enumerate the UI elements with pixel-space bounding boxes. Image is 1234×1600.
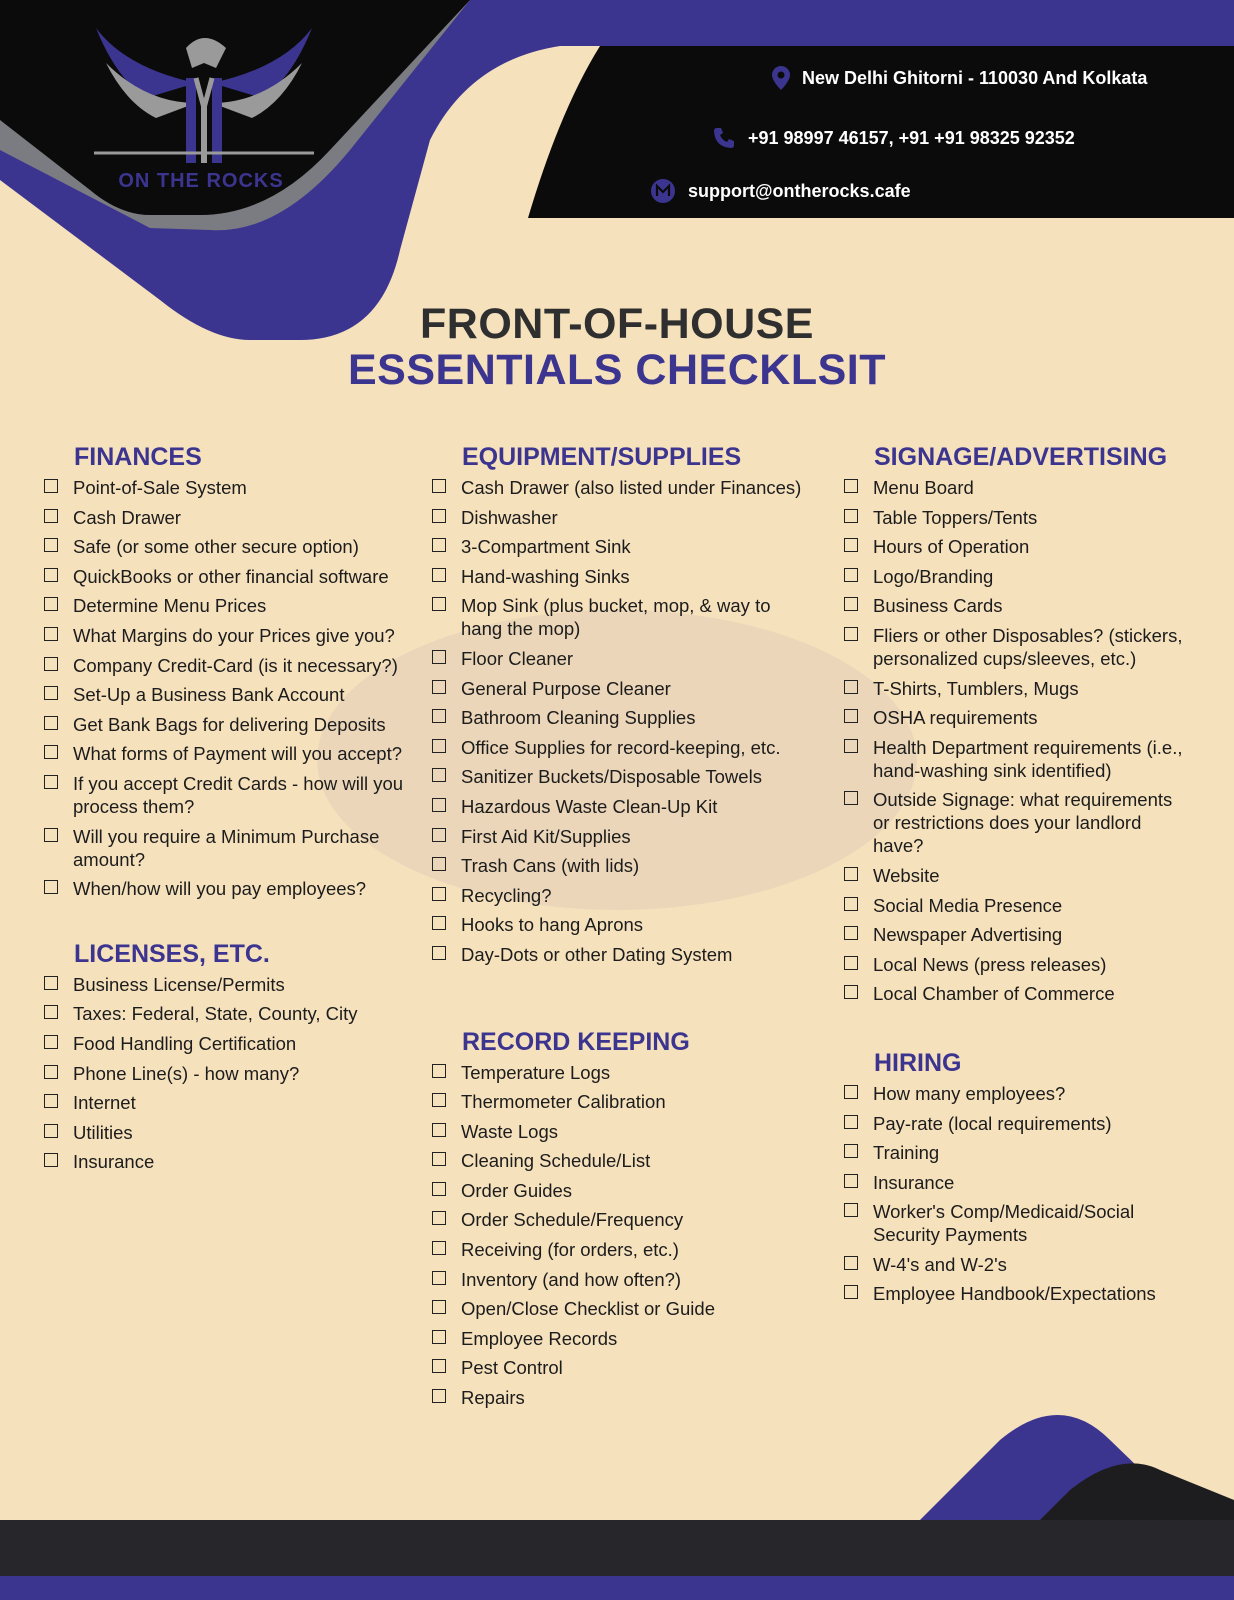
checklist-item — [42, 1150, 412, 1173]
checklist-item-label: Outside Signage: what requirements or restrictions does your landlord have? — [873, 789, 1173, 857]
checkbox[interactable] — [432, 768, 446, 782]
checklist-item — [42, 1091, 412, 1114]
checkbox[interactable] — [44, 976, 58, 990]
checkbox[interactable] — [44, 745, 58, 759]
checklist-item-label: What forms of Payment will you accept? — [73, 743, 403, 765]
checklist-item — [430, 825, 810, 848]
checklist-item — [42, 506, 412, 529]
checklist-item — [42, 825, 412, 871]
checkbox[interactable] — [432, 828, 446, 842]
checkbox[interactable] — [844, 709, 858, 723]
checkbox[interactable] — [44, 1094, 58, 1108]
checklist-item-label: Safe (or some other secure option) — [73, 536, 359, 558]
checkbox[interactable] — [44, 657, 58, 671]
checklist-item-label: Food Handling Certification — [73, 1032, 297, 1054]
checklist-item-label: Local News (press releases) — [873, 953, 1107, 975]
checklist-item — [42, 1032, 412, 1055]
column-right — [842, 440, 1187, 1312]
checkbox[interactable] — [432, 597, 446, 611]
checklist-item-label: Trash Cans (with lids) — [461, 855, 640, 877]
checklist-item-label: Utilities — [73, 1121, 133, 1143]
checkbox[interactable] — [432, 1123, 446, 1137]
checkbox[interactable] — [844, 1085, 858, 1099]
checklist-item — [42, 1002, 412, 1025]
checklist-item-label: Pest Control — [461, 1357, 563, 1379]
checkbox[interactable] — [844, 1174, 858, 1188]
checkbox[interactable] — [844, 1115, 858, 1129]
checklist-item — [842, 982, 1187, 1005]
checklist-item — [42, 594, 412, 617]
checklist-item-label: Waste Logs — [461, 1120, 558, 1142]
checklist-record-keeping — [430, 1061, 810, 1410]
checklist-item-label: Recycling? — [461, 884, 552, 906]
checklist-item-label: Point-of-Sale System — [73, 477, 247, 498]
checklist-item — [430, 765, 810, 788]
checklist-item — [430, 706, 810, 729]
checklist-finances — [42, 476, 412, 900]
checklist-item-label: Local Chamber of Commerce — [873, 983, 1115, 1005]
checklist-item-label: Cleaning Schedule/List — [461, 1150, 651, 1172]
phone-icon — [712, 126, 736, 150]
checklist-item-label: Hand-washing Sinks — [461, 565, 630, 587]
checklist-item — [842, 1282, 1187, 1305]
checklist-item — [430, 1297, 810, 1320]
checkbox[interactable] — [844, 739, 858, 753]
checkbox[interactable] — [432, 798, 446, 812]
checkbox[interactable] — [844, 1203, 858, 1217]
checklist-item-label: Mop Sink (plus bucket, mop, & way to hang the mop) — [461, 595, 771, 640]
checklist-item-label: What Margins do your Prices give you? — [73, 624, 395, 646]
checklist-item — [842, 624, 1187, 670]
checkbox[interactable] — [844, 956, 858, 970]
section-title-record-keeping: RECORD KEEPING — [462, 1027, 690, 1056]
checklist-item-label: Floor Cleaner — [461, 647, 574, 669]
checklist-item — [42, 973, 412, 996]
checklist-item-label: Business License/Permits — [73, 973, 285, 995]
checklist-item-label: Phone Line(s) - how many? — [73, 1062, 300, 1084]
checkbox[interactable] — [44, 479, 58, 493]
checklist-item — [430, 476, 810, 499]
checklist-item-label: Order Guides — [461, 1179, 573, 1201]
checklist-item — [42, 772, 412, 818]
checklist-item-label: Sanitizer Buckets/Disposable Towels — [461, 766, 762, 788]
checklist-item — [430, 1090, 810, 1113]
checklist-item — [430, 854, 810, 877]
checklist-item — [430, 565, 810, 588]
checklist-item — [842, 923, 1187, 946]
contact-address — [772, 66, 1147, 90]
checklist-item — [430, 677, 810, 700]
checklist-item-label: Get Bank Bags for delivering Deposits — [73, 713, 386, 735]
contact-email — [650, 178, 911, 204]
checklist-item — [430, 535, 810, 558]
checklist-item — [42, 713, 412, 736]
checkbox[interactable] — [44, 509, 58, 523]
checklist-item — [842, 1253, 1187, 1276]
checkbox[interactable] — [432, 538, 446, 552]
checkbox[interactable] — [432, 709, 446, 723]
checklist-item-label: Social Media Presence — [873, 894, 1063, 916]
checklist-item — [842, 894, 1187, 917]
checklist-item-label: How many employees? — [873, 1082, 1066, 1104]
checkbox[interactable] — [432, 1182, 446, 1196]
checklist-item — [42, 624, 412, 647]
checklist-item-label: Open/Close Checklist or Guide — [461, 1298, 715, 1320]
checklist-item — [430, 913, 810, 936]
checkbox[interactable] — [432, 680, 446, 694]
checklist-item-label: Insurance — [873, 1171, 955, 1193]
section-title-equipment: EQUIPMENT/SUPPLIES — [462, 443, 742, 471]
mail-icon — [650, 178, 676, 204]
checklist-item — [842, 535, 1187, 558]
checklist-hiring — [842, 1082, 1187, 1306]
checklist-item-label: Employee Records — [461, 1327, 618, 1349]
checklist-item — [42, 1121, 412, 1144]
checkbox[interactable] — [432, 1389, 446, 1403]
checklist-item-label: Website — [873, 864, 940, 886]
checklist-item-label: Temperature Logs — [461, 1061, 611, 1083]
checkbox[interactable] — [432, 1271, 446, 1285]
checklist-item — [842, 506, 1187, 529]
checkbox[interactable] — [44, 1124, 58, 1138]
checkbox[interactable] — [432, 1093, 446, 1107]
checklist-item — [42, 742, 412, 765]
checkbox[interactable] — [844, 985, 858, 999]
checkbox[interactable] — [44, 627, 58, 641]
checkbox[interactable] — [44, 1035, 58, 1049]
checklist-item-label: When/how will you pay employees? — [73, 878, 367, 900]
checkbox[interactable] — [44, 716, 58, 730]
section-title-signage: SIGNAGE/ADVERTISING — [874, 443, 1168, 471]
checklist-item-label: Cash Drawer (also listed under Finances) — [461, 477, 802, 498]
checklist-item-label: Dishwasher — [461, 506, 558, 528]
checkbox[interactable] — [432, 1064, 446, 1078]
checklist-item — [430, 1149, 810, 1172]
checklist-item — [42, 877, 412, 900]
checklist-item-label: Inventory (and how often?) — [461, 1268, 682, 1290]
checklist-item — [842, 1171, 1187, 1194]
checklist-item — [430, 506, 810, 529]
checkbox[interactable] — [432, 887, 446, 901]
checklist-item-label: OSHA requirements — [873, 707, 1038, 729]
checklist-item-label: Taxes: Federal, State, County, City — [73, 1003, 358, 1025]
checkbox[interactable] — [844, 1256, 858, 1270]
checkbox[interactable] — [432, 1152, 446, 1166]
checklist-item-label: W-4's and W-2's — [873, 1253, 1007, 1275]
checkbox[interactable] — [844, 1144, 858, 1158]
checkbox[interactable] — [44, 686, 58, 700]
checklist-item-label: Receiving (for orders, etc.) — [461, 1239, 679, 1261]
checklist-item — [42, 654, 412, 677]
checkbox[interactable] — [844, 479, 858, 493]
checklist-licenses — [42, 973, 412, 1174]
checklist-item — [430, 736, 810, 759]
checklist-item — [842, 953, 1187, 976]
checklist-item-label: Office Supplies for record-keeping, etc. — [461, 736, 781, 758]
contact-phone — [712, 126, 1075, 150]
checklist-item-label: Fliers or other Disposables? (stickers, personalized cups/sleeves, etc.) — [873, 624, 1183, 669]
checkbox[interactable] — [844, 568, 858, 582]
checklist-item — [42, 476, 412, 499]
checklist-item — [430, 1238, 810, 1261]
location-pin-icon — [772, 66, 790, 90]
checklist-item-label: Hours of Operation — [873, 536, 1030, 558]
checkbox[interactable] — [432, 946, 446, 960]
checklist-item — [430, 647, 810, 670]
footer-black-bar — [0, 1520, 1234, 1576]
checkbox[interactable] — [844, 597, 858, 611]
checklist-item — [42, 535, 412, 558]
checklist-signage — [842, 476, 1187, 1005]
checkbox[interactable] — [432, 739, 446, 753]
checklist-item — [430, 1386, 810, 1409]
checklist-item — [430, 1120, 810, 1143]
checklist-item-label: Will you require a Minimum Purchase amount? — [73, 825, 380, 870]
checklist-item — [842, 1082, 1187, 1105]
checklist-item-label: Company Credit-Card (is it necessary?) — [73, 654, 398, 676]
section-title-hiring: HIRING — [874, 1048, 962, 1077]
checklist-item-label: If you accept Credit Cards - how will you process them? — [73, 772, 404, 817]
checkbox[interactable] — [44, 538, 58, 552]
checklist-item-label: Worker's Comp/Medicaid/Social Security Payments — [873, 1201, 1135, 1246]
checklist-item — [842, 864, 1187, 887]
checklist-item-label: Determine Menu Prices — [73, 595, 267, 617]
checkbox[interactable] — [432, 857, 446, 871]
checklist-item-label: Internet — [73, 1092, 136, 1114]
checklist-item-label: Employee Handbook/Expectations — [873, 1283, 1156, 1305]
checklist-equipment — [430, 476, 810, 966]
checklist-item-label: Order Schedule/Frequency — [461, 1209, 684, 1231]
checkbox[interactable] — [844, 926, 858, 940]
checkbox[interactable] — [844, 867, 858, 881]
checklist-item — [430, 1061, 810, 1084]
checkbox[interactable] — [844, 680, 858, 694]
email-text[interactable]: support@ontherocks.cafe — [688, 180, 911, 201]
address-text: New Delhi Ghitorni - 110030 And Kolkata — [802, 67, 1148, 88]
checklist-item — [842, 476, 1187, 499]
checkbox[interactable] — [44, 1065, 58, 1079]
checklist-item-label: Hazardous Waste Clean-Up Kit — [461, 795, 718, 817]
column-left — [42, 440, 412, 1180]
checklist-item-label: Table Toppers/Tents — [873, 506, 1038, 528]
section-title-licenses: LICENSES, ETC. — [74, 939, 270, 968]
checklist-item — [430, 1356, 810, 1379]
checklist-item — [430, 594, 810, 640]
checkbox[interactable] — [44, 775, 58, 789]
checklist-item — [430, 795, 810, 818]
checklist-item-label: QuickBooks or other financial software — [73, 565, 389, 587]
checkbox[interactable] — [432, 479, 446, 493]
footer-purple-bar — [0, 1576, 1234, 1600]
checklist-item — [42, 1062, 412, 1085]
checkbox[interactable] — [844, 791, 858, 805]
checkbox[interactable] — [432, 650, 446, 664]
checklist-item — [842, 565, 1187, 588]
checklist-item-label: General Purpose Cleaner — [461, 677, 671, 699]
checklist-item-label: Set-Up a Business Bank Account — [73, 684, 345, 706]
checklist-item — [42, 683, 412, 706]
section-title-finances: FINANCES — [74, 443, 202, 471]
checklist-item-label: Training — [873, 1142, 940, 1164]
checklist-item-label: 3-Compartment Sink — [461, 536, 631, 558]
checkbox[interactable] — [432, 568, 446, 582]
checklist-item — [430, 1208, 810, 1231]
page-title-line-2: ESSENTIALS CHECKLSIT — [348, 346, 886, 394]
checklist-item-label: T-Shirts, Tumblers, Mugs — [873, 677, 1079, 699]
checklist-item-label: Day-Dots or other Dating System — [461, 943, 733, 965]
checkbox[interactable] — [844, 538, 858, 552]
checklist-item — [430, 1268, 810, 1291]
checkbox[interactable] — [432, 916, 446, 930]
checkbox[interactable] — [844, 1285, 858, 1299]
checklist-item-label: Pay-rate (local requirements) — [873, 1112, 1112, 1134]
checkbox[interactable] — [432, 1211, 446, 1225]
checklist-item-label: Newspaper Advertising — [873, 924, 1063, 946]
checkbox[interactable] — [432, 509, 446, 523]
checkbox[interactable] — [844, 897, 858, 911]
checklist-item — [842, 788, 1187, 857]
checklist-item — [430, 1327, 810, 1350]
checklist-item-label: Menu Board — [873, 477, 974, 498]
checklist-item-label: Business Cards — [873, 595, 1003, 617]
checklist-item — [842, 1200, 1187, 1246]
checklist-item — [842, 736, 1187, 782]
checklist-item-label: Hooks to hang Aprons — [461, 914, 644, 936]
brand-logo-text: ON THE ROCKS — [118, 170, 284, 192]
checkbox[interactable] — [432, 1241, 446, 1255]
checkbox[interactable] — [432, 1300, 446, 1314]
checkbox[interactable] — [44, 1005, 58, 1019]
checklist-item-label: Logo/Branding — [873, 565, 994, 587]
checklist-item-label: Insurance — [73, 1151, 155, 1173]
checklist-item — [842, 1112, 1187, 1135]
checklist-item-label: Thermometer Calibration — [461, 1091, 666, 1113]
checkbox[interactable] — [44, 597, 58, 611]
checklist-item — [842, 677, 1187, 700]
checkbox[interactable] — [44, 568, 58, 582]
checkbox[interactable] — [44, 880, 58, 894]
checkbox[interactable] — [432, 1359, 446, 1373]
checklist-item — [430, 1179, 810, 1202]
checklist-item — [842, 1141, 1187, 1164]
checklist-item-label: First Aid Kit/Supplies — [461, 825, 631, 847]
checklist-item-label: Repairs — [461, 1387, 525, 1409]
checkbox[interactable] — [844, 509, 858, 523]
phone-text: +91 98997 46157, +91 +91 98325 92352 — [748, 127, 1075, 148]
checkbox[interactable] — [844, 627, 858, 641]
checklist-item — [42, 565, 412, 588]
checkbox[interactable] — [44, 828, 58, 842]
checklist-item-label: Health Department requirements (i.e., hand-washing sink identified) — [873, 736, 1183, 781]
checklist-item — [430, 884, 810, 907]
checklist-item — [842, 594, 1187, 617]
checklist-item — [842, 706, 1187, 729]
column-middle — [430, 440, 810, 1416]
checklist-item-label: Cash Drawer — [73, 506, 181, 528]
checklist-item — [430, 943, 810, 966]
checkbox[interactable] — [44, 1153, 58, 1167]
page-title-line-1: FRONT-OF-HOUSE — [420, 300, 814, 348]
checkbox[interactable] — [432, 1330, 446, 1344]
checklist-item-label: Bathroom Cleaning Supplies — [461, 707, 696, 729]
